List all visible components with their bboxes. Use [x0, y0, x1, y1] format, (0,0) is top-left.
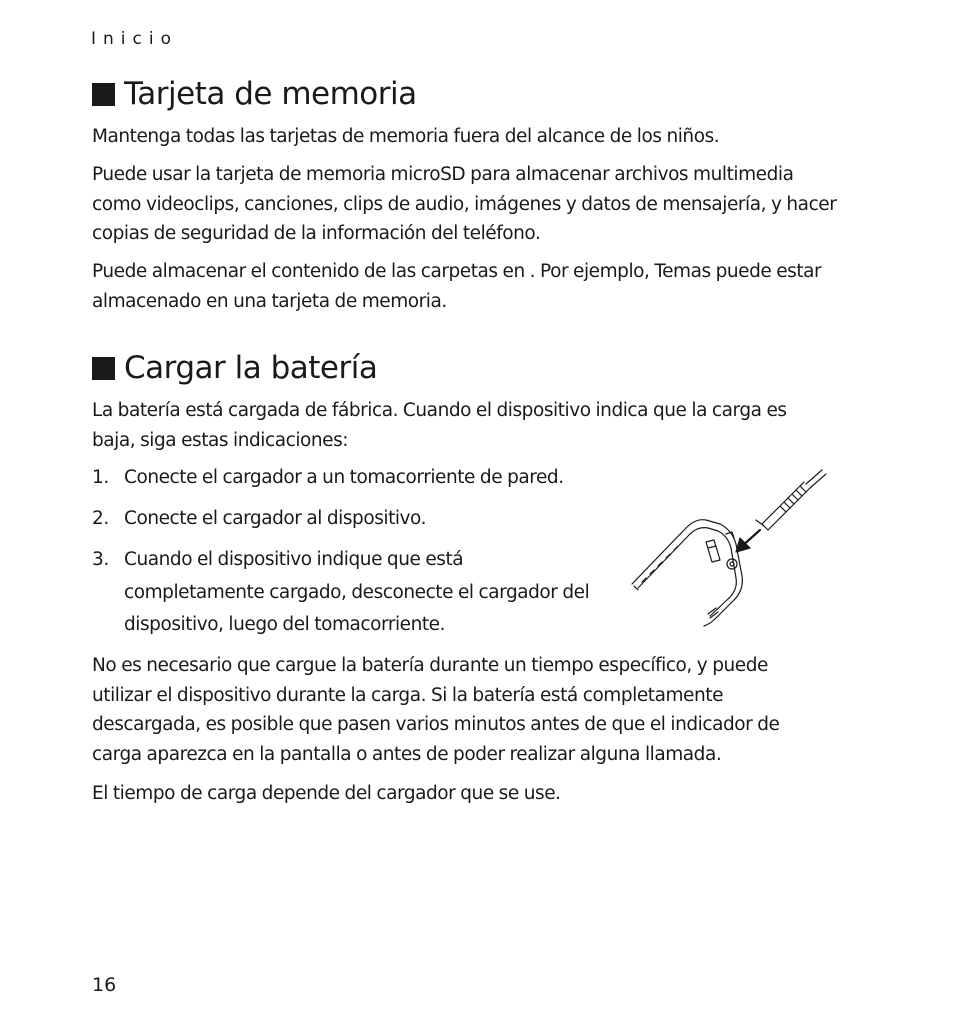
text-line: Puede almacenar el contenido de las carpetas en . Por ejemplo, Temas puede estar: [92, 261, 822, 282]
step-number: 1.: [92, 467, 109, 488]
text-line: como videoclips, canciones, clips de audio, imágenes y datos de mensajería, y hacer: [92, 193, 837, 215]
step-2: [92, 503, 426, 536]
text-line: utilizar el dispositivo durante la carga. Si la batería está completamente: [92, 684, 723, 706]
text-line: descargada, es posible que pasen varios minutos antes de que el indicador de: [92, 714, 780, 735]
text-line: La batería está cargada de fábrica. Cuando el dispositivo indica que la carga es: [92, 400, 787, 421]
step-1: [92, 462, 564, 495]
step-number: 2.: [92, 508, 109, 529]
text-line: Mantenga todas las tarjetas de memoria fuera del alcance de los niños.: [92, 126, 720, 147]
text-line: copias de seguridad de la información del teléfono.: [92, 223, 541, 244]
battery-intro: [92, 396, 787, 455]
step-text: Conecte el cargador al dispositivo.: [124, 508, 427, 529]
battery-paragraph-2: [92, 779, 561, 809]
running-head: Inicio: [91, 29, 178, 49]
text-line: carga aparezca en la pantalla o antes de poder realizar alguna llamada.: [92, 743, 722, 765]
text-line: Puede usar la tarjeta de memoria microSD para almacenar archivos multimedia: [92, 164, 794, 185]
text-line: No es necesario que cargue la batería durante un tiempo específico, y puede: [92, 655, 768, 676]
heading-bullet-square-icon: [92, 83, 115, 106]
section-heading-memory-card: [92, 74, 417, 114]
memory-paragraph-2: [92, 160, 836, 249]
section-title: Tarjeta de memoria: [124, 76, 417, 112]
section-title: Cargar la batería: [124, 350, 378, 386]
heading-bullet-square-icon: [92, 357, 115, 380]
step-text: Cuando el dispositivo indique que está: [124, 549, 464, 570]
page-number: 16: [92, 974, 117, 996]
step-number: 3.: [92, 549, 109, 570]
step-text: Conecte el cargador a un tomacorriente de pared.: [124, 467, 564, 488]
memory-paragraph-3: [92, 257, 821, 316]
step-text: dispositivo, luego del tomacorriente.: [124, 614, 446, 635]
step-3: [92, 544, 589, 642]
step-text: completamente cargado, desconecte el cargador del: [124, 581, 590, 603]
text-line: El tiempo de carga depende del cargador que se use.: [92, 783, 561, 804]
section-heading-charge-battery: [92, 348, 377, 388]
memory-paragraph-1: [92, 122, 719, 152]
phone-charger-connection-icon: [628, 468, 828, 628]
text-line: baja, siga estas indicaciones:: [92, 429, 349, 451]
battery-paragraph-1: [92, 651, 779, 769]
text-line: almacenado en una tarjeta de memoria.: [92, 290, 447, 312]
